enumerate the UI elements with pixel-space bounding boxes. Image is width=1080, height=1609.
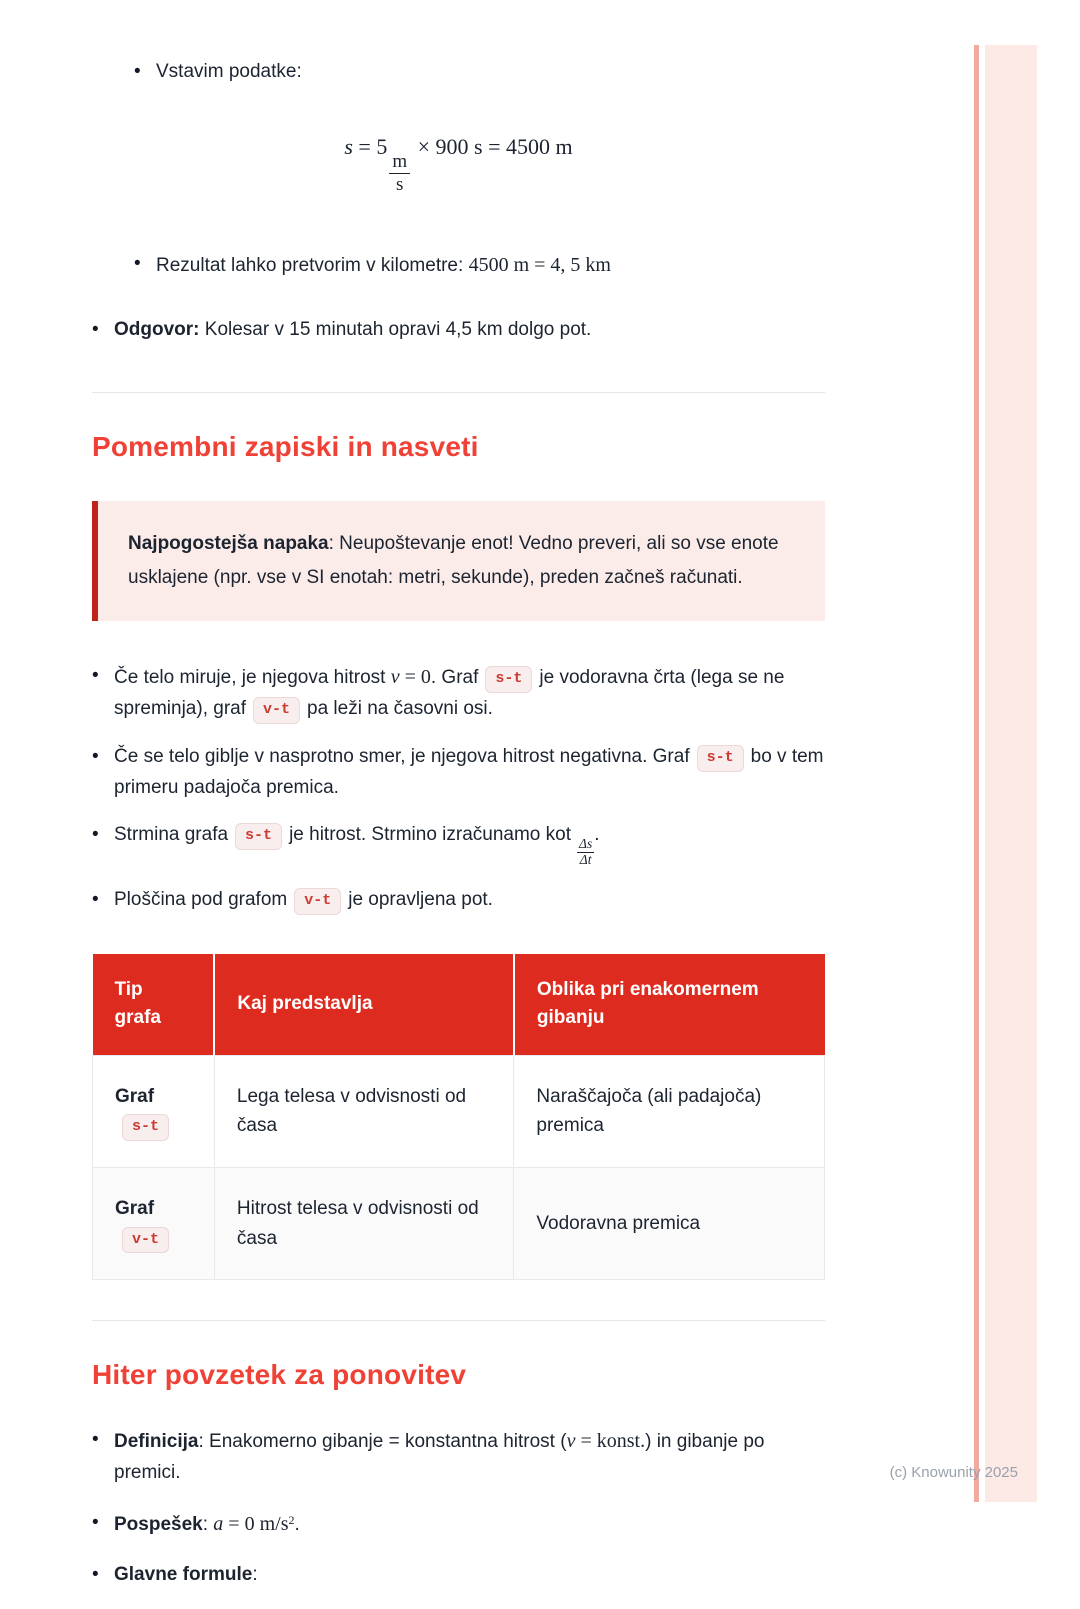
bullet-marker — [92, 315, 114, 346]
list-item-main-formulas: • Glavne formule: — [92, 1560, 825, 1591]
document-content — [92, 0, 825, 1609]
table-row — [93, 1168, 825, 1280]
list-item-note-2: • Če se telo giblje v nasprotno smer, je njegova hitrost negativna. Graf s-t bo v tem primeru padajoča premica. — [92, 742, 825, 804]
formula-speed-distance — [92, 134, 825, 196]
section-divider — [92, 392, 825, 393]
summary-list — [92, 1425, 825, 1590]
answer-label: Odgovor: — [114, 319, 200, 341]
formula-tail: × 900 s = 4500 m — [412, 133, 573, 159]
cell-shape: Vodoravna premica — [514, 1168, 825, 1280]
list-item-convert — [134, 249, 825, 282]
fraction-delta-s-over-delta-t: $\frac{\Delta s}{\Delta t}$ — [579, 836, 593, 868]
list-item-note-1: • Če telo miruje, je njegova hitrost v = 0. Graf s-t je vodoravna črta (lega se ne spreminja), graf v-t pa leži na časovni osi. — [92, 661, 825, 725]
cell-shape: Naraščajoča (ali padajoča) premica — [514, 1055, 825, 1167]
code-chip-s-t: s-t — [485, 666, 532, 693]
formula-variable: s — [344, 133, 353, 159]
convert-math: 4500 m = 4, 5 km — [468, 254, 611, 277]
math-a: a — [213, 1512, 224, 1535]
list-item-text: Vstavim podatke: — [156, 61, 302, 82]
exponent: 2 — [288, 1512, 295, 1527]
list-item-note-4: • Ploščina pod grafom v-t je opravljena pot. — [92, 885, 825, 916]
table-header-kaj-predstavlja: Kaj predstavlja — [214, 954, 514, 1056]
right-accent-line — [974, 45, 979, 1502]
bullet-marker — [134, 249, 156, 280]
notes-list — [92, 661, 825, 916]
callout-bold: Najpogostejša napaka — [128, 532, 329, 554]
bullet-marker — [92, 820, 114, 851]
bullet-marker — [92, 1508, 114, 1539]
code-chip-s-t: s-t — [235, 823, 282, 850]
table-header-row — [93, 954, 825, 1056]
list-item-note-3: • Strmina grafa s-t je hitrost. Strmino izračunamo kot $\frac{\Delta s}{\Delta t}$ . — [92, 820, 825, 868]
cell-description: Lega telesa v odvisnosti od časa — [214, 1055, 514, 1167]
cell-graf-v-t: Grafv-t — [93, 1168, 215, 1280]
copyright-note: (c) Knowunity 2025 — [889, 1464, 1018, 1481]
code-chip-v-t: v-t — [122, 1227, 169, 1254]
callout-text: : Neupoštevanje enot! Vedno preveri, ali so vse enote usklajene (npr. vse v SI enotah: metri, sekunde), preden začneš računati. — [128, 532, 779, 589]
right-accent-band — [985, 45, 1037, 1502]
cell-description: Hitrost telesa v odvisnosti od časa — [214, 1168, 514, 1280]
section-divider — [92, 1320, 825, 1321]
section-title-notes: Pomembni zapiski in nasveti — [92, 430, 479, 462]
section-title-summary: Hiter povzetek za ponovitev — [92, 1359, 467, 1391]
table-header-oblika: Oblika pri enakomernem gibanju — [514, 954, 825, 1056]
bullet-marker — [92, 661, 114, 692]
list-item-acceleration: • Pospešek: a = 0 $m/s^2$. — [92, 1508, 825, 1541]
bullet-marker — [134, 57, 156, 88]
formula-equals: = 5 — [352, 133, 388, 159]
list-item-insert-data — [134, 57, 825, 88]
bullet-marker — [92, 1425, 114, 1456]
convert-text: Rezultat lahko pretvorim v kilometre: — [156, 255, 469, 277]
fraction-m-over-s: $\frac{m}{s}$ — [389, 151, 410, 196]
bullet-marker — [92, 885, 114, 916]
bullet-marker — [92, 742, 114, 773]
code-chip-v-t: v-t — [294, 888, 341, 915]
code-chip-s-t: s-t — [122, 1114, 169, 1141]
code-chip-s-t: s-t — [697, 745, 744, 772]
warning-callout — [92, 501, 825, 621]
math-v: v — [566, 1430, 576, 1453]
bullet-marker — [92, 1560, 114, 1591]
table-header-tip-grafa: Tip grafa — [93, 954, 215, 1056]
code-chip-v-t: v-t — [253, 697, 300, 724]
cell-graf-s-t: Grafs-t — [93, 1055, 215, 1167]
list-item-definition: • Definicija: Enakomerno gibanje = konstantna hitrost (v = konst.) in gibanje po premici. — [92, 1425, 825, 1489]
math-v: v — [390, 666, 400, 689]
graph-types-table — [92, 954, 825, 1280]
list-item-answer — [92, 315, 825, 346]
answer-text: Kolesar v 15 minutah opravi 4,5 km dolgo pot. — [199, 319, 592, 341]
table-row — [93, 1055, 825, 1167]
